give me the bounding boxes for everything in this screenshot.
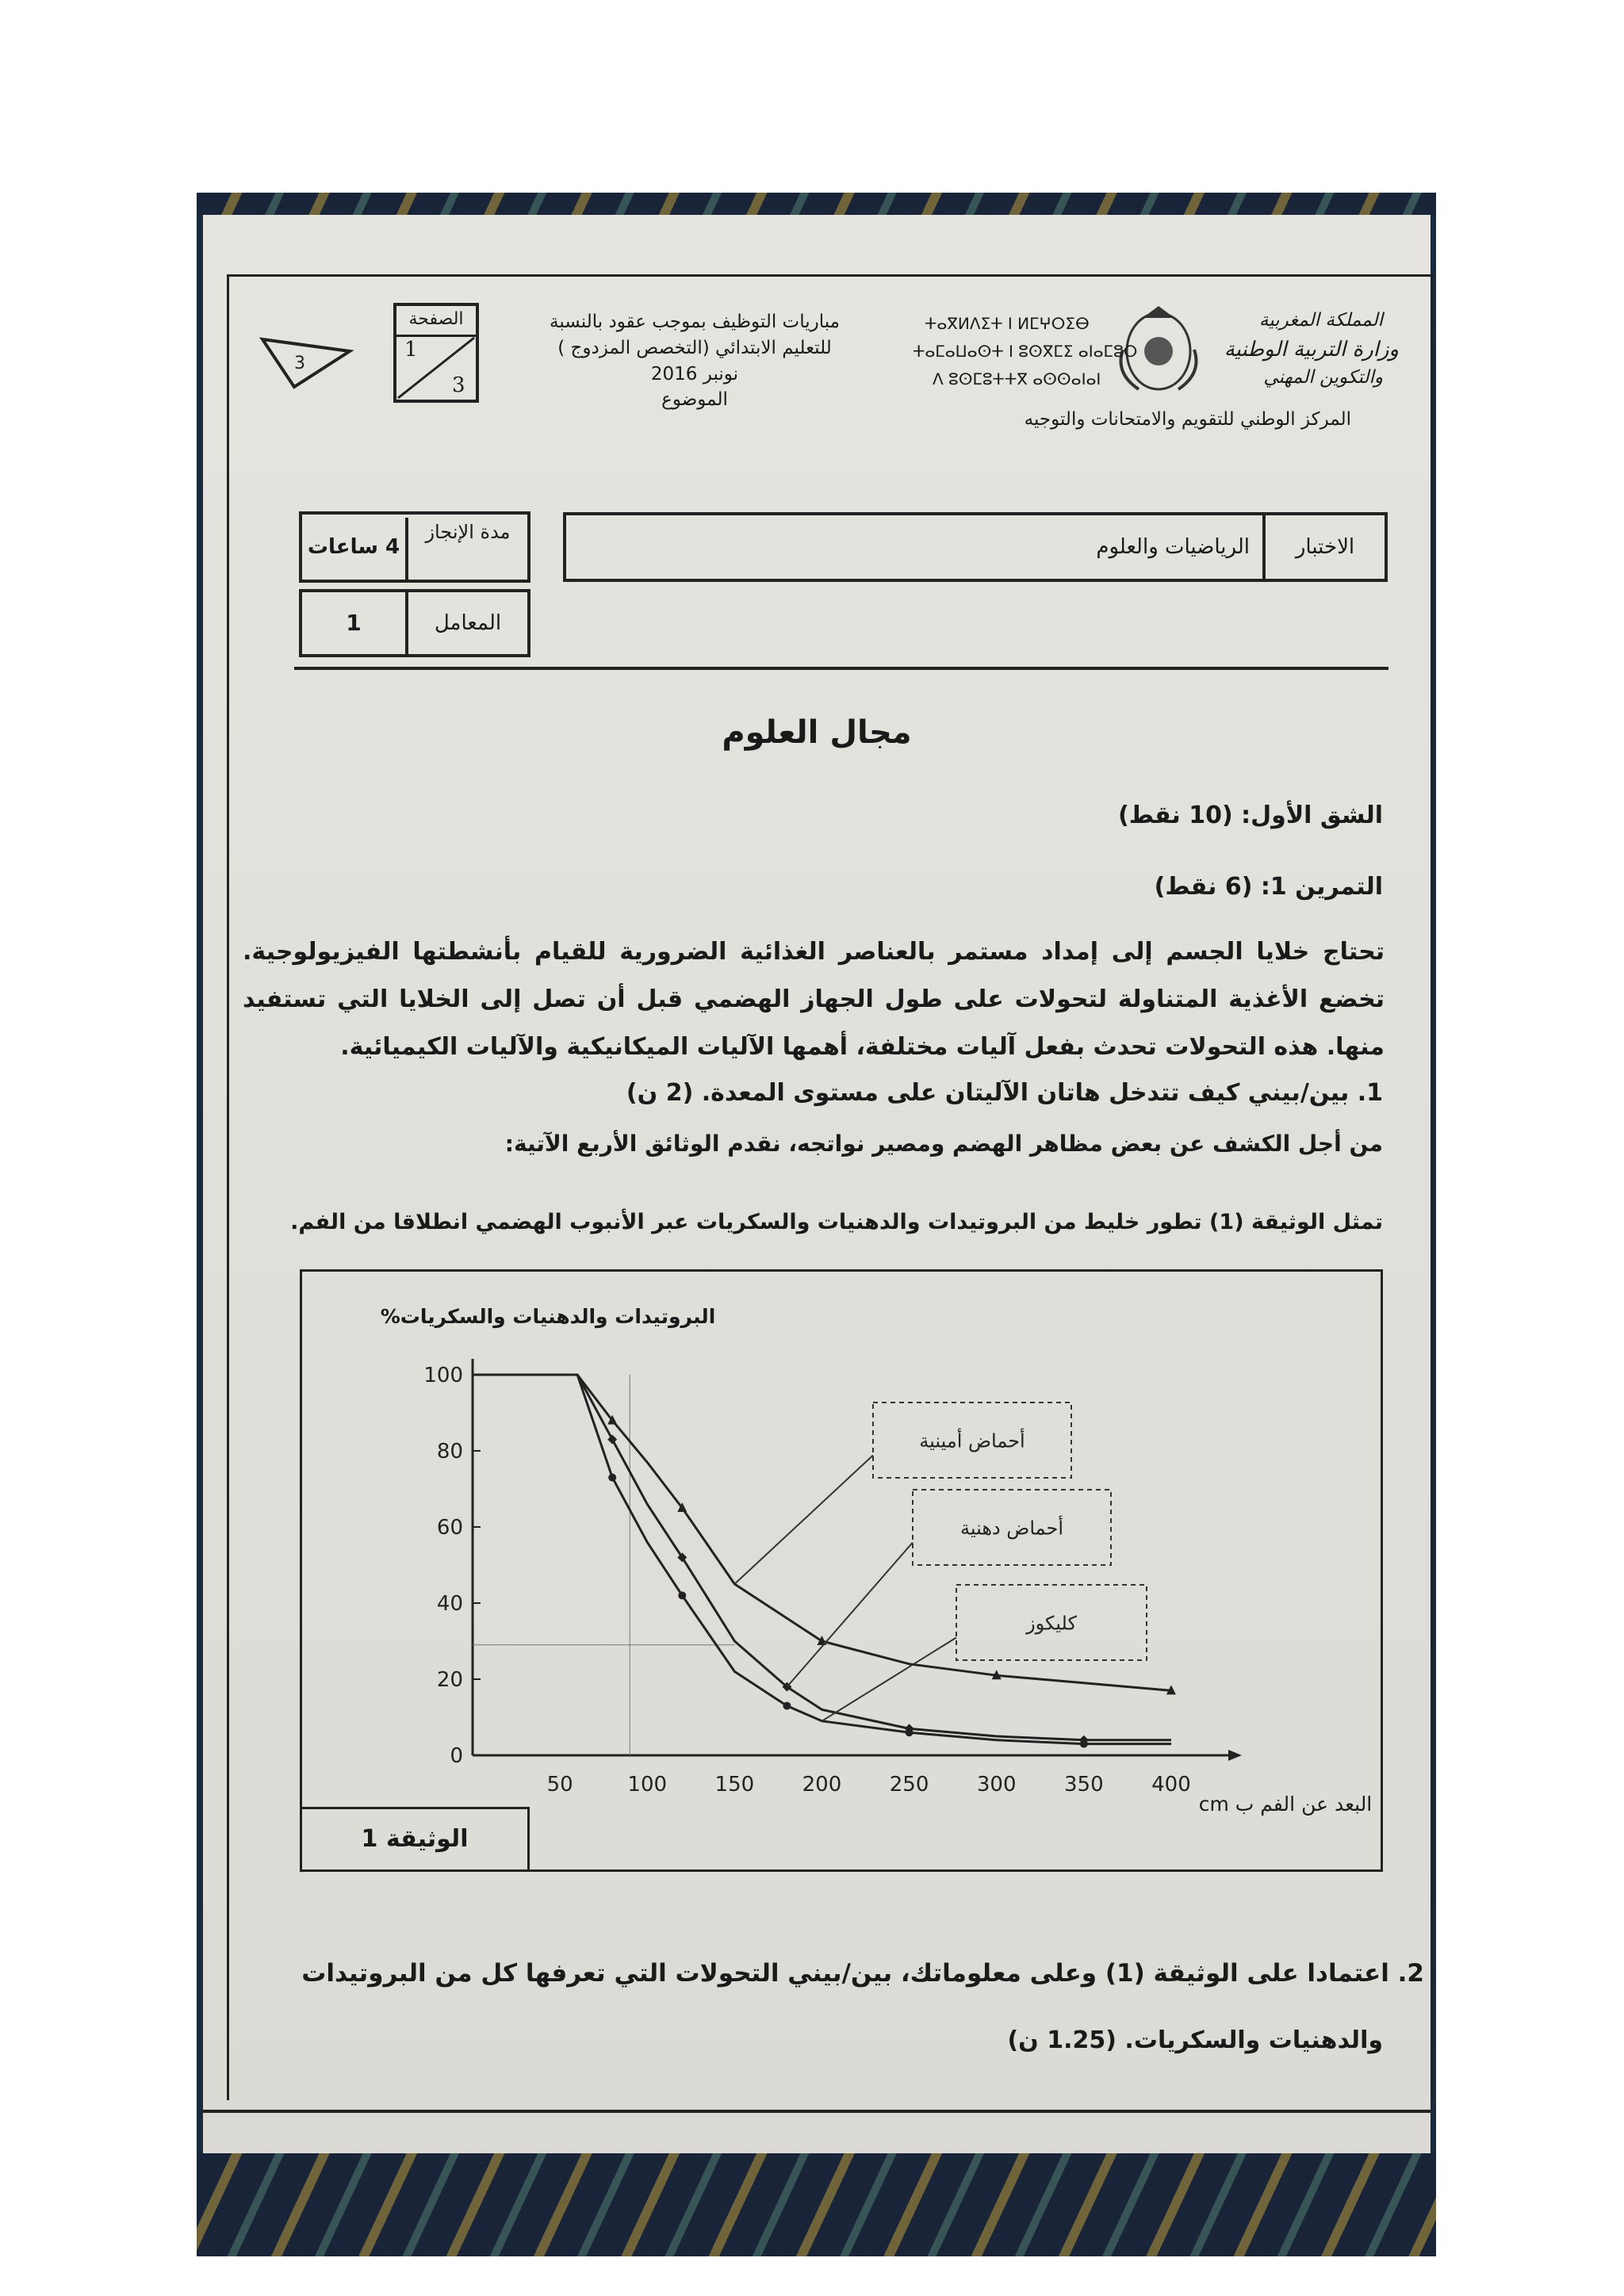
test-box (563, 512, 1388, 582)
svg-text:3: 3 (294, 354, 305, 373)
x-tick-label: 150 (714, 1773, 755, 1797)
series-label: أحماض أمينية (919, 1429, 1025, 1452)
part-one-heading: الشق الأول: (10 نقط) (1118, 802, 1383, 829)
data-point (1080, 1740, 1088, 1748)
data-point (608, 1474, 616, 1482)
y-axis-label: البروتيدات والدهنيات والسكريات% (380, 1305, 716, 1328)
page-total: 3 (452, 373, 465, 397)
data-point (906, 1728, 914, 1736)
x-tick-label: 400 (1151, 1773, 1191, 1797)
question-2-line-1: 2. اعتمادا على الوثيقة (1) وعلى معلوماتك، بين/بيني التحولات التي تعرفها كل من البروتيدات (301, 1959, 1424, 1988)
coefficient-box (299, 589, 530, 657)
duration-box (299, 511, 530, 583)
tifinagh-line-2: ⵜⴰⵎⴰⵡⴰⵙⵜ ⵏ ⵓⵙⴳⵎⵉ ⴰⵏⴰⵎⵓⵔ (913, 342, 1138, 361)
y-tick-label: 60 (436, 1516, 463, 1540)
y-tick-label: 0 (450, 1744, 463, 1768)
series-line (473, 1375, 1171, 1740)
page-label: الصفحة (396, 306, 476, 337)
test-label: الاختبار (1262, 515, 1385, 579)
page-number: 1 (404, 338, 418, 362)
question-2-line-2: والدهنيات والسكريات. (1.25 ن) (1007, 2026, 1383, 2054)
kingdom-line-1: المملكة المغربية (1258, 310, 1383, 331)
intro-paragraph: تحتاج خلايا الجسم إلى إمداد مستمر بالعناصر الغذائية الضرورية للقيام بأنشطتها الفيزيولوجية. تخضع الأغذية المتناولة لتحولات على طول الجهاز الهضمي قبل أن تصل إلى الخلايا التي تستفيد منها. هذه التحولات تحدث بفعل آليات مختلفة، أهمها الآليات الميكانيكية والآليات الكيميائية. (243, 938, 1385, 1061)
x-tick-label: 250 (889, 1773, 929, 1797)
tifinagh-line-3: ⴷ ⵓⵙⵎⵓⵜⵜⴳ ⴰⵙⵙⴰⵏⴰⵏ (933, 369, 1101, 388)
y-tick-label: 40 (436, 1592, 463, 1616)
y-tick-label: 80 (436, 1440, 463, 1464)
coefficient-value: 1 (346, 610, 362, 636)
footer-line (203, 2110, 1431, 2113)
exercise-one-heading: التمرين 1: (6 نقط) (1154, 873, 1383, 901)
fabric-pattern-bottom (197, 2153, 1436, 2256)
document-1-label-box (300, 1807, 530, 1872)
callout-leader (822, 1638, 956, 1721)
page-counter-box (393, 303, 479, 403)
x-axis-label: البعد عن الفم ب cm (1198, 1793, 1373, 1816)
exam-subject-label: الموضوع (661, 389, 728, 410)
document-1-description: تمثل الوثيقة (1) تطور خليط من البروتيدات والدهنيات والسكريات عبر الأنبوب الهضمي انطلاقا من الفم. (290, 1210, 1383, 1234)
data-point (607, 1435, 617, 1445)
x-tick-label: 100 (627, 1773, 668, 1797)
data-point (783, 1702, 791, 1710)
section-title: مجال العلوم (722, 714, 912, 751)
x-tick-label: 50 (546, 1773, 573, 1797)
exam-line-1: مباريات التوظيف بموجب عقود بالنسبة (550, 312, 840, 332)
question-1: 1. بين/بيني كيف تتدخل هاتان الآليتان على مستوى المعدة. (2 ن) (626, 1079, 1383, 1107)
duration-label: مدة الإنجاز (405, 518, 527, 580)
series-label: أحماض دهنية (959, 1517, 1064, 1540)
document-1-frame (300, 1269, 1383, 1872)
digestion-chart (302, 1272, 1381, 1870)
kingdom-line-2: وزارة التربية الوطنية (1224, 338, 1399, 362)
exam-sheet (203, 215, 1431, 2153)
x-tick-label: 200 (802, 1773, 842, 1797)
documents-intro: من أجل الكشف عن بعض مظاهر الهضم ومصير نواتجه، نقدم الوثائق الأربع الآتية: (504, 1131, 1383, 1157)
exam-line-2: للتعليم الابتدائي (التخصص المزدوج ) (557, 338, 832, 358)
triangle-mark-icon (259, 335, 354, 391)
document-1-label: الوثيقة 1 (361, 1825, 469, 1853)
tifinagh-line-1: ⵜⴰⴳⵍⴷⵉⵜ ⵏ ⵍⵎⵖⵔⵉⴱ (925, 314, 1090, 333)
callout-leader (734, 1456, 873, 1585)
y-tick-label: 100 (423, 1364, 463, 1387)
callout-leader (787, 1543, 913, 1687)
series-label: كليكوز (1026, 1612, 1077, 1635)
test-value: الرياضيات والعلوم (1096, 535, 1250, 559)
header-divider (294, 667, 1388, 670)
coefficient-label: المعامل (405, 592, 527, 654)
x-tick-label: 300 (976, 1773, 1017, 1797)
fabric-pattern-top (197, 193, 1436, 215)
x-axis-arrow-icon (1228, 1750, 1242, 1761)
duration-value: 4 ساعات (307, 535, 400, 559)
center-name: المركز الوطني للتقويم والامتحانات والتوجيه (1024, 409, 1351, 430)
kingdom-line-3: والتكوين المهني (1263, 367, 1383, 388)
data-point (678, 1591, 686, 1599)
y-tick-label: 20 (436, 1668, 463, 1692)
series-line (473, 1375, 1171, 1744)
x-tick-label: 350 (1064, 1773, 1104, 1797)
photo-background (197, 193, 1436, 2256)
exam-date: نونبر 2016 (650, 364, 739, 385)
